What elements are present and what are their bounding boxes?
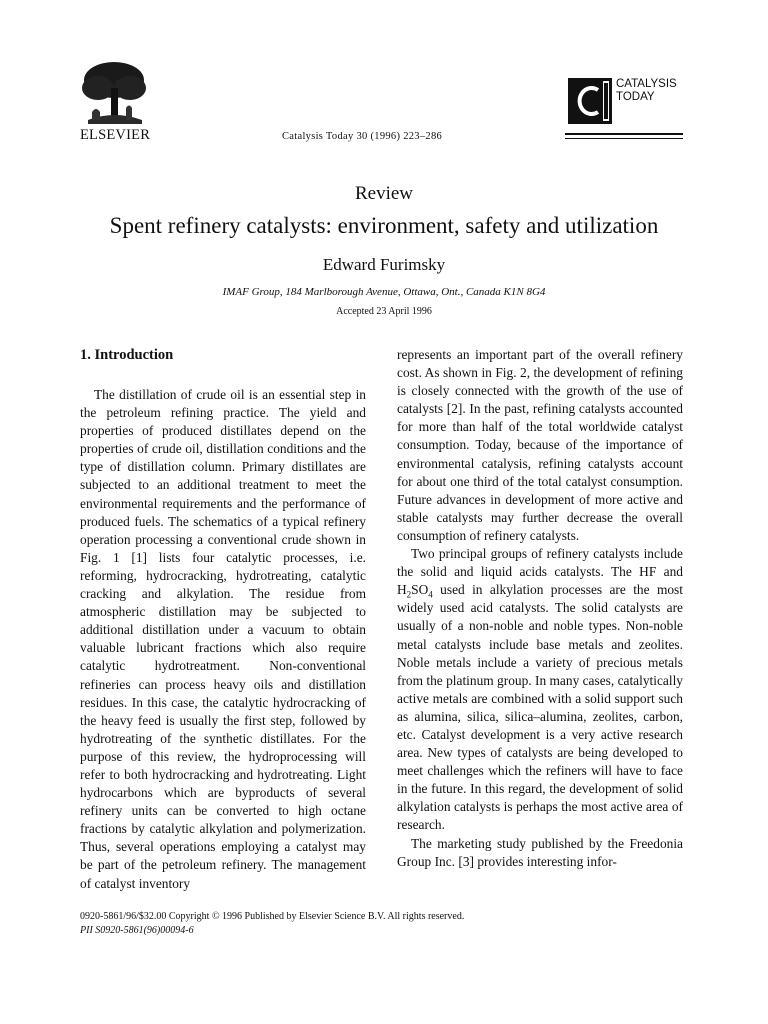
left-column: [80, 346, 366, 893]
paragraph: represents an important part of the overall refinery cost. As shown in Fig. 2, the development of refining is closely connected with the growth of the use of catalysts [2]. In the past, refining catalysts accounted for more than half of the total worldwide catalyst consumption. Today, because of the importance of environmental catalysis, refining catalysts account for about one third of the total catalyst consumption. Future advances in development of more active and stable catalysts may further decrease the overall consumption of refinery catalysts.: [397, 347, 683, 543]
right-column: [397, 346, 683, 871]
elsevier-tree-logo: [78, 58, 150, 128]
footer: [80, 910, 464, 938]
journal-citation: Catalysis Today 30 (1996) 223–286: [282, 131, 443, 142]
copyright-notice: 0920-5861/96/$32.00 Copyright © 1996 Published by Elsevier Science B.V. All rights reserved.: [80, 911, 465, 922]
article-title: Spent refinery catalysts: environment, safety and utilization: [109, 213, 659, 238]
paragraph: The marketing study published by the Freedonia Group Inc. [3] provides interesting infor-: [397, 835, 683, 869]
pii-identifier: PII S0920-5861(96)00094-6: [80, 925, 194, 936]
accepted-date: Accepted 23 April 1996: [336, 306, 432, 317]
article-type: Review: [354, 183, 414, 204]
journal-name-line1: CATALYSIS: [616, 78, 677, 90]
section-heading: 1. Introduction: [80, 347, 174, 363]
paragraph: The distillation of crude oil is an essential step in the petroleum refining practice. The yield and properties of produced distillates depend on the properties of crude oil, distillation conditions and the type of distillation column. Primary distillates are subjected to an additional treatment to meet the environmental requirements and the performance of produced fuels. The schematics of a typical refinery operation processing a conventional crude shown in Fig. 1 [1] lists four catalytic processes, i.e. reforming, hydrocracking, hydrotreating, catalytic cracking and alkylation. The residue from atmospheric distillation may be subjected to additional distillation under a vacuum to obtain valuable lubricant fractions which also require catalytic hydrotreatment. Non-conventional refineries can process heavy oils and distillation residues. In this case, the catalytic hydrocracking of the heavy feed is usually the first step, followed by hydrotreating of the synthetic distillates. For the purpose of this review, the hydroprocessing will refer to both hydrocracking and hydrotreating. Light hydrocarbons which are byproducts of several refinery units can be converted to high octane fractions by catalytic alkylation and polymerization. Thus, several operations employing a catalyst may be part of the petroleum refinery. The management of catalyst inventory: [80, 387, 366, 891]
paragraph: Two principal groups of refinery catalysts include the solid and liquid acids catalysts. The HF and $H_2SO_4$ used in alkylation processes are the most widely used acid catalysts. The solid catalysts are usually of a non-noble and noble types. Non-noble metal catalysts include base metals and zeolites. Noble metals include a variety of precious metals from the platinum group. In many cases, catalytically active metals are combined with a solid support such as alumina, silica, silica–alumina, zeolites, carbon, etc. Catalyst development is a very active research area. New types of catalysts are being developed to meet challenges which the refiners will have to face in the future. In this regard, the development of solid alkylation catalysts is perhaps the most active area of research.: [397, 546, 683, 833]
header-rule: [565, 133, 683, 135]
header-rule-thin: [565, 138, 683, 139]
author-name: Edward Furimsky: [322, 255, 446, 274]
journal-name: [616, 78, 677, 104]
author-affiliation: IMAF Group, 184 Marlborough Avenue, Ottawa, Ont., Canada K1N 8G4: [222, 286, 546, 298]
journal-name-line2: TODAY: [616, 91, 655, 103]
catalysis-today-logo: [568, 78, 612, 124]
publisher-name: ELSEVIER: [80, 127, 151, 143]
